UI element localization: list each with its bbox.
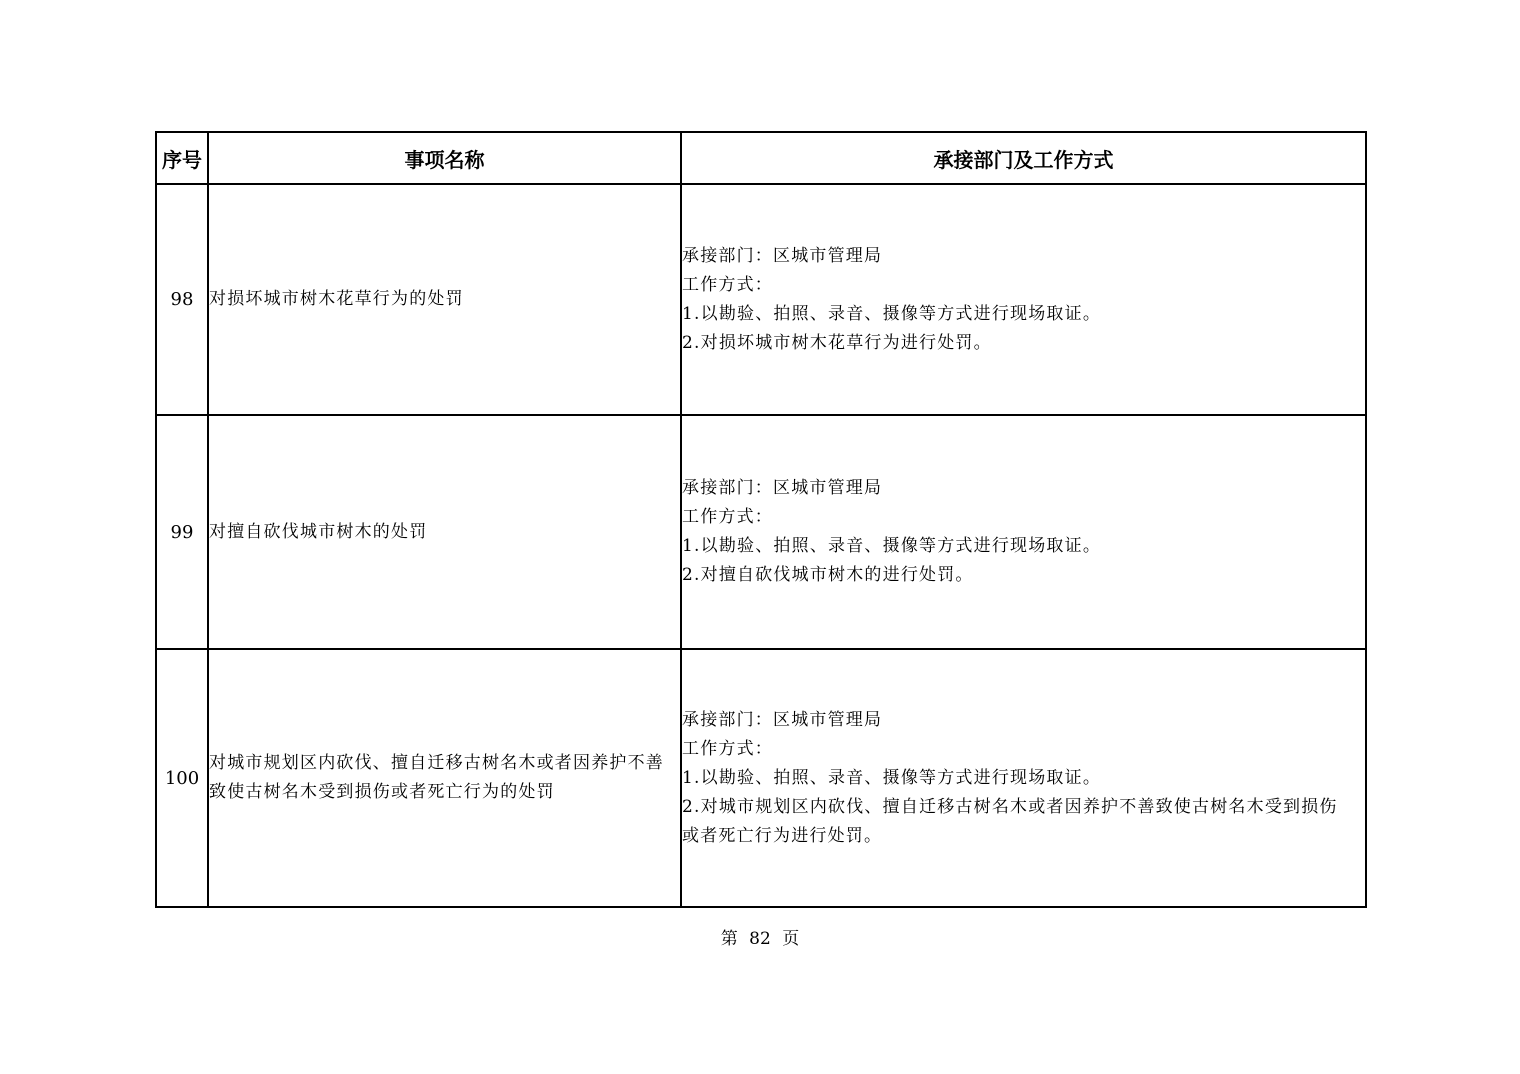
- header-dept-method: 承接部门及工作方式: [681, 132, 1366, 184]
- row-number: 99: [156, 415, 208, 649]
- item-name: [208, 649, 681, 907]
- method-step: 2.对擅自砍伐城市树木的进行处罚。: [682, 565, 974, 585]
- method-step: 2.对损坏城市树木花草行为进行处罚。: [682, 332, 992, 353]
- dept-line: 承接部门：区城市管理局: [682, 709, 883, 730]
- method-heading: 工作方式：: [682, 738, 773, 759]
- item-name-line: 致使古树名木受到损伤或者死亡行为的处罚: [209, 782, 555, 802]
- dept-line: 承接部门：区城市管理局: [682, 478, 883, 498]
- table-row: [156, 184, 1366, 415]
- dept-method-cell: [681, 415, 1366, 649]
- dept-line: 承接部门：区城市管理局: [682, 245, 883, 266]
- method-step: 2.对城市规划区内砍伐、擅自迁移古树名木或者因养护不善致使古树名木受到损伤: [682, 796, 1338, 817]
- method-step-continued: 或者死亡行为进行处罚。: [682, 825, 883, 846]
- dept-method-cell: [681, 649, 1366, 907]
- row-number: 100: [156, 649, 208, 907]
- item-name: 对擅自砍伐城市树木的处罚: [208, 415, 681, 649]
- table-row: [156, 415, 1366, 649]
- dept-method-cell: [681, 184, 1366, 415]
- method-heading: 工作方式：: [682, 507, 773, 527]
- method-step: 1.以勘验、拍照、录音、摄像等方式进行现场取证。: [682, 536, 1102, 556]
- item-name-line: 对城市规划区内砍伐、擅自迁移古树名木或者因养护不善: [209, 753, 664, 773]
- row-number: 98: [156, 184, 208, 415]
- method-step: 1.以勘验、拍照、录音、摄像等方式进行现场取证。: [682, 767, 1102, 788]
- header-no: 序号: [156, 132, 208, 184]
- items-table: [155, 131, 1367, 908]
- header-item-name: 事项名称: [208, 132, 681, 184]
- table-row: [156, 649, 1366, 907]
- page-number: 第 82 页: [720, 929, 800, 949]
- method-heading: 工作方式：: [682, 274, 773, 295]
- item-name: 对损坏城市树木花草行为的处罚: [208, 184, 681, 415]
- table-header-row: [156, 132, 1366, 184]
- method-step: 1.以勘验、拍照、录音、摄像等方式进行现场取证。: [682, 303, 1102, 324]
